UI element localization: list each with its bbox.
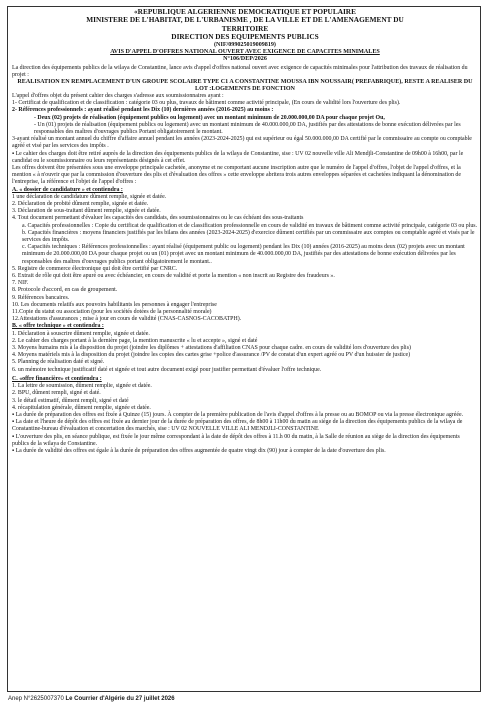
section-b-item: 6. un mémoire technique justificatif daté et signée et tout autre document exigé pour justifier permettant d'évaluer l'offre technique. — [12, 366, 322, 373]
envelope-paragraph: Les offres doivent être présentées sous une enveloppe principale cachetée, anonyme et ne comportant aucune inscription autre que le numéro de l'appel d'offres, l'objet de l'appel d'offres, et la mention « à n'ouvrir que par la commission d'ouverture des plis et d'évaluation des offres » cette enveloppe abritera trois autres enveloppes séparées et cachetées indiquant la dénomination de l'entreprise, la référence et l'objet de l'appel d'offres : — [12, 165, 461, 186]
anep-number: Anep N°2625007370 — [8, 696, 64, 702]
criterion-2b: - Un (01) projets de réalisation (équipement publics ou logement) avec un montant minimum de 40.000.000,00 DA, justifiés par des attestations de bonne exécution délivrées par les responsables des maîtres d'ouvrages publics Portant obligatoirement le montant. — [34, 121, 461, 135]
eligibility-intro: L'appel d'offres objet du présent cahier des charges s'adresse aux soumissionnaires ayant : — [12, 92, 224, 99]
section-a-item: 6. Extrait de rôle qui doit être apuré ou avec échéancier, en cours de validité et porte la mention « non inscrit au Registre des fraudeurs ». — [12, 273, 335, 280]
closing-paragraph: ▪ La date et l'heure de dépôt des offres est fixée au dernier jour de la durée de préparation des offres, de 8h00 à 11h00 du matin au siège de la direction des équipements publics de la wilaya de Constantine-bureau d'évaluation et concertation des marchés, sise : UV 02 NOUVELLE VILLE ALI MENDJLI-CONSTANTINE — [12, 419, 478, 433]
project-title: REALISATION EN REMPLACEMENT D'UN GROUPE SCOLAIRE TYPE C1 A CONSTANTINE MOUSSA IBN NOUSSAIR( PREFABRIQUE), RESTE A REALISER DU LOT :LOGEMENTS DE FONCTION — [17, 78, 473, 92]
section-a-item: 1 une déclaration de candidature dûment remplie, signée et datée. — [12, 193, 167, 200]
header-ministry: MINISTERE DE L'HABITAT, DE L'URBANISME , DE LA VILLE ET DE L'AMENAGEMENT DU — [86, 15, 404, 25]
section-c-item: 3. le détail estimatif, dûment rempli, signé et daté — [12, 397, 129, 404]
section-a-item: 2. Déclaration de probité dûment remplie, signée et datée. — [12, 201, 149, 208]
section-a-item: b. Capacités financières : moyens financiers justifiés par les bilans des années (2023-2024-2025) d'exercice dûment certifiés par un commissaire aux comptes ou comptable agréé et visés par le services des impôts. — [22, 229, 475, 244]
section-b-item: 3. Moyens humains mis à la disposition du projet (joindre les diplômes + attestations d'affiliation CNAS pour chaque cadre. en cours de validité lors d'ouverture des plis) — [12, 345, 411, 352]
withdrawal-paragraph: ▪ Le cahier des charges doit être retiré auprès de la direction des équipements publics de la wilaya de Constantine, sise : UV 02 nouvelle ville Ali Mendjli-Constantine de 09h00 à 16h00, par le candidat ou le soumissionnaire ou leurs représentants désignés à cet effet. — [12, 151, 478, 165]
section-a-item: 3. Déclaration de sous-traitant dûment remplie, signée et datée. — [12, 208, 161, 215]
header-territoire: TERRITOIRE — [221, 23, 269, 33]
section-a-item: 5. Registre de commerce électronique qui doit être certifié par CNRC. — [12, 265, 178, 272]
section-a-item: 8. Protocole d'accord, en cas de groupement. — [12, 287, 118, 294]
section-a-item: a. Capacités professionnelles : Copie du certificat de qualification et de classification professionnelle en cours de validité en travaux de bâtiment comme activité principale, catégorie 03 ou plus. — [22, 222, 478, 229]
newspaper-date: Le Courrier d'Algérie du 27 juillet 2026 — [65, 696, 175, 702]
criterion-2: 2- Références professionnels : ayant réalisé pendant les Dix (10) dernières années (2016-2025) au moins : — [12, 107, 274, 114]
section-b-item: 1. Déclaration à souscrire dûment remplie, signée et datée. — [12, 330, 150, 337]
section-a-item: 9. Références bancaires. — [12, 294, 70, 301]
section-c-item: 1. La lettre de soumission, dûment remplie, signée et datée. — [12, 383, 152, 390]
section-c-item: 4. récapitulation générale, dûment remplie, signée et datée. — [12, 404, 151, 411]
intro-paragraph: La direction des équipements publics de la wilaya de Constantine, lance avis d'appel d'offres national ouvert avec exigence de capacités minimales pour l'attribution des travaux de réalisation du projet : — [12, 64, 468, 78]
header-republic: «REPUBLIQUE ALGERIENNE DEMOCRATIQUE ET POPULAIRE — [134, 7, 356, 16]
section-a-item: 4. Tout document permettant d'évaluer les capacités des candidats, des soumissionnaires ou le cas échéant des sous-traitants — [12, 215, 304, 222]
header-nif: (NIF/099025019009819) — [214, 41, 276, 48]
section-a-item: 7. NIF. — [12, 280, 29, 287]
section-b-item: 4. Moyens matériels mis à la disposition du projet (joindre les copies des cartes grise +police d'assurance /PV de constat d'un expert agréé ou PV d'un huissier de justice) — [12, 352, 411, 359]
closing-paragraph: ▪ La durée de validité des offres est égale à la durée de préparation des offres augmentée de quatre vingt dix (90) jour à compter de la date d'ouverture des plis. — [12, 448, 478, 455]
section-a-item: 10. Les documents relatifs aux pouvoirs habilitants les personnes à engager l'entreprise — [12, 301, 217, 308]
criterion-3: 3-ayant réalisé un montant annuel du chiffre d'affaire annuel pendant les années (2023-2024-2025) qui est supérieur ou égal 50.000.000,00 DA certifié par le commissaire au compte ou comptable agréé et visé par les services des impôts . — [12, 136, 472, 150]
notice-title: AVIS D'APPEL D'OFFRES NATIONAL OUVERT AVEC EXIGENCE DE CAPACITES MINIMALES — [110, 48, 380, 55]
notice-number: N°106/DEP/2026 — [223, 55, 267, 62]
section-b-item: 2. Le cahier des charges portant à la dernière page, la mention manuscrite « lu et accepte », signé et daté — [12, 337, 258, 344]
criterion-2a: - Deux (02) projets de réalisation (équipement publics ou logement) avec un montant minimum de 20.000.000,00 DA pour chaque projet Ou, — [34, 114, 385, 121]
header-direction: DIRECTION DES EQUIPEMENTS PUBLICS — [171, 32, 319, 42]
section-a-item: c. Capacités techniques : Références professionnelles : ayant réalisé (équipement public ou logement) pendant les Dix (10) années (2016-2025) au moins deux (02) projets avec un montant minimum de 20.000.000,00 DA pour chaque projet ou un (01) projet avec un montant minimum de 40.000.000,00 DA, justifiés par des attestations de bonne exécution délivrées par les responsables des maîtres d'ouvrages publics portant obligatoirement le montant.. — [22, 244, 465, 265]
section-b-item: 5. Planning de réalisation daté et signé. — [12, 359, 105, 366]
section-b-title: B. « offre technique » et contiendra : — [12, 323, 104, 330]
section-a-item: 12.Attestations d'assurances ; mise à jour en cours de validité (CNAS-CASNOS-CACOBATPH). — [12, 316, 242, 323]
section-a-item: 11.Copie du statut ou association (pour les sociétés dotées de la personnalité morale) — [12, 309, 212, 316]
section-c-title: C. «offre financière» et contiendra : — [12, 375, 102, 382]
closing-paragraph: ▪ La durée de préparation des offres est fixée à Quinze (15) jours. À compter de la première publication de l'avis d'appel d'offres à la presse ou au BOMOP ou via la presse électronique agréée. — [12, 412, 478, 419]
closing-paragraph: ▪ L'ouverture des plis, en séance publique, est fixée le jour même correspondant à la date de dépôt des offres à 11.h 00 du matin, à la Salle de réunion au siège de la direction des équipements publics de la wilaya de Constantine. — [12, 434, 478, 448]
publication-footer — [8, 696, 482, 702]
section-a-title: A. « dossier de candidature » et contiendra : — [12, 186, 123, 193]
section-c-item: 2. BPU, dûment rempli, signé et daté. — [12, 390, 101, 397]
tender-notice — [12, 8, 478, 455]
criterion-1: 1- Certificat de qualification et de classification : catégorie 03 ou plus, travaux de bâtiment comme activité principale, (En cours de validité lors l'ouverture des plis). — [12, 100, 401, 107]
